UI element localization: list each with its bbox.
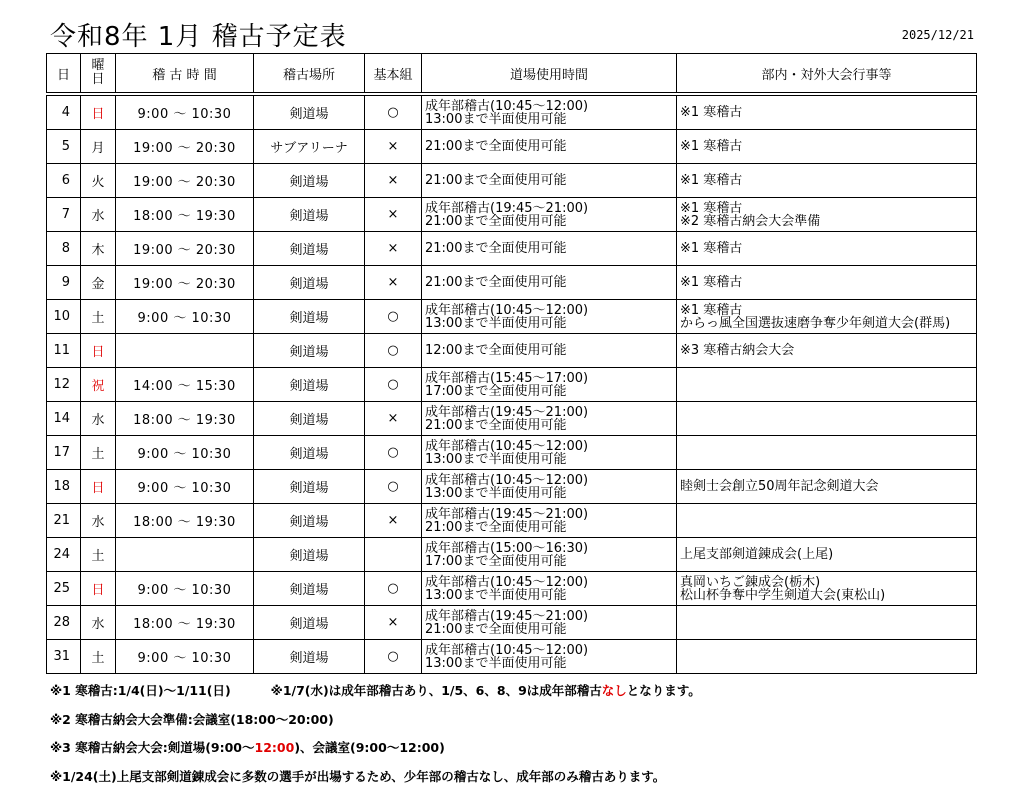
- cell-place: 剣道場: [254, 436, 365, 470]
- cell-venue-use-line2: 21:00まで全面使用可能: [425, 519, 567, 535]
- cell-weekday: 水: [81, 606, 116, 640]
- table-row: [47, 470, 977, 504]
- header-weekday-line1: 曜: [91, 58, 105, 73]
- cell-place: 剣道場: [254, 640, 365, 674]
- cell-venue-use: [422, 94, 677, 130]
- cell-time: 9:00 〜 10:30: [116, 300, 254, 334]
- cell-venue-use-line1: 成年部稽古(19:45〜21:00): [425, 200, 589, 216]
- cell-events: [677, 572, 977, 606]
- header-weekday-line2: 日: [91, 72, 105, 87]
- cell-venue-use: [422, 300, 677, 334]
- note-1-detail: ※1/7(水)は成年部稽古あり、1/5、6、8、9は成年部稽古: [270, 683, 602, 698]
- table-row: [47, 436, 977, 470]
- cell-venue-use-line1: 成年部稽古(10:45〜12:00): [425, 302, 589, 318]
- cell-time: 18:00 〜 19:30: [116, 606, 254, 640]
- cell-basic: ×: [365, 266, 422, 300]
- note-1-highlight: なし: [601, 683, 627, 698]
- cell-weekday: 火: [81, 164, 116, 198]
- table-row: [47, 266, 977, 300]
- cell-venue-use-line1: 成年部稽古(10:45〜12:00): [425, 472, 589, 488]
- cell-venue-use-line2: 17:00まで全面使用可能: [425, 553, 567, 569]
- cell-place: 剣道場: [254, 606, 365, 640]
- cell-venue-use-line1: 成年部稽古(19:45〜21:00): [425, 506, 589, 522]
- cell-venue-use-line1: 成年部稽古(15:00〜16:30): [425, 540, 589, 556]
- table-row: [47, 334, 977, 368]
- cell-basic: ×: [365, 198, 422, 232]
- cell-events: [677, 470, 977, 504]
- table-row: [47, 640, 977, 674]
- cell-day: 7: [47, 198, 81, 232]
- cell-place: 剣道場: [254, 402, 365, 436]
- cell-venue-use-line2: 13:00まで半面使用可能: [425, 587, 567, 603]
- cell-events-line1: ※1 寒稽古: [680, 241, 743, 256]
- cell-venue-use-line2: 13:00まで半面使用可能: [425, 485, 567, 501]
- cell-venue-use-line2: 21:00まで全面使用可能: [425, 213, 567, 229]
- cell-weekday: 月: [81, 130, 116, 164]
- cell-venue-use: [422, 572, 677, 606]
- header-basic: 基本組: [365, 54, 422, 95]
- cell-day: 24: [47, 538, 81, 572]
- cell-events-line1: ※3 寒稽古納会大会: [680, 343, 795, 358]
- cell-basic: ○: [365, 300, 422, 334]
- table-row: [47, 198, 977, 232]
- cell-events: [677, 538, 977, 572]
- cell-time: 19:00 〜 20:30: [116, 130, 254, 164]
- cell-weekday: 土: [81, 436, 116, 470]
- cell-venue-use-line1: 成年部稽古(10:45〜12:00): [425, 98, 589, 114]
- cell-basic: ○: [365, 334, 422, 368]
- cell-venue-use-line2: 13:00まで半面使用可能: [425, 451, 567, 467]
- cell-basic: ×: [365, 504, 422, 538]
- page-title: 令和8年 1月 稽古予定表: [50, 22, 347, 52]
- cell-basic: ×: [365, 164, 422, 198]
- cell-basic: ×: [365, 606, 422, 640]
- cell-basic: ○: [365, 640, 422, 674]
- cell-day: 14: [47, 402, 81, 436]
- cell-weekday: 日: [81, 470, 116, 504]
- cell-place: サブアリーナ: [254, 130, 365, 164]
- note-3-end: )、会議室(9:00〜12:00): [294, 740, 445, 755]
- cell-events: [677, 300, 977, 334]
- cell-events-line1: ※1 寒稽古: [680, 302, 743, 318]
- cell-time: [116, 334, 254, 368]
- cell-events-line1: ※1 寒稽古: [680, 200, 743, 216]
- cell-time: 9:00 〜 10:30: [116, 640, 254, 674]
- cell-venue-use: [422, 368, 677, 402]
- cell-time: 19:00 〜 20:30: [116, 164, 254, 198]
- header-day: 日: [47, 54, 81, 95]
- cell-day: 6: [47, 164, 81, 198]
- header-time: 稽 古 時 間: [116, 54, 254, 95]
- cell-day: 21: [47, 504, 81, 538]
- cell-venue-use-line1: 成年部稽古(10:45〜12:00): [425, 642, 589, 658]
- cell-events: [677, 198, 977, 232]
- cell-basic: ○: [365, 572, 422, 606]
- cell-basic: ○: [365, 368, 422, 402]
- cell-weekday: 土: [81, 640, 116, 674]
- note-3: [50, 738, 445, 756]
- cell-day: 8: [47, 232, 81, 266]
- header-row: [47, 54, 977, 95]
- cell-venue-use: [422, 504, 677, 538]
- cell-venue-use: [422, 334, 677, 368]
- cell-venue-use-line1: 成年部稽古(10:45〜12:00): [425, 438, 589, 454]
- cell-events: [677, 606, 977, 640]
- table-row: [47, 538, 977, 572]
- cell-time: 14:00 〜 15:30: [116, 368, 254, 402]
- cell-venue-use: [422, 436, 677, 470]
- table-row: [47, 232, 977, 266]
- cell-events-line2: 松山杯争奪中学生剣道大会(東松山): [680, 587, 886, 603]
- cell-events-line1: 上尾支部剣道錬成会(上尾): [680, 547, 834, 562]
- note-1-period: ※1 寒稽古:1/4(日)〜1/11(日): [50, 683, 231, 698]
- note-1-tail: となります。: [626, 683, 701, 698]
- cell-events: [677, 266, 977, 300]
- cell-events: [677, 164, 977, 198]
- table-row: [47, 130, 977, 164]
- schedule-table: [46, 53, 977, 674]
- cell-day: 28: [47, 606, 81, 640]
- cell-events: [677, 640, 977, 674]
- cell-basic: ×: [365, 232, 422, 266]
- cell-weekday: 水: [81, 402, 116, 436]
- cell-place: 剣道場: [254, 334, 365, 368]
- cell-place: 剣道場: [254, 94, 365, 130]
- cell-venue-use-line1: 21:00まで全面使用可能: [425, 173, 567, 188]
- table-row: [47, 164, 977, 198]
- cell-events: [677, 402, 977, 436]
- cell-time: 18:00 〜 19:30: [116, 402, 254, 436]
- cell-events-line1: 睦剣士会創立50周年記念剣道大会: [680, 479, 879, 494]
- cell-venue-use-line2: 21:00まで全面使用可能: [425, 417, 567, 433]
- table-row: [47, 300, 977, 334]
- issue-date: 2025/12/21: [901, 28, 974, 42]
- cell-place: 剣道場: [254, 300, 365, 334]
- cell-events-line2: からっ風全国選抜速磨争奪少年剣道大会(群馬): [680, 315, 951, 331]
- cell-place: 剣道場: [254, 164, 365, 198]
- cell-venue-use: [422, 640, 677, 674]
- note-3-highlight: 12:00: [254, 740, 295, 755]
- cell-weekday: 木: [81, 232, 116, 266]
- header-venue-use: 道場使用時間: [422, 54, 677, 95]
- cell-venue-use: [422, 130, 677, 164]
- cell-time: [116, 538, 254, 572]
- cell-venue-use-line2: 21:00まで全面使用可能: [425, 621, 567, 637]
- table-row: [47, 368, 977, 402]
- note-4: ※1/24(土)上尾支部剣道錬成会に多数の選手が出場するため、少年部の稽古なし、成年部のみ稽古あります。: [50, 769, 666, 784]
- cell-basic: ×: [365, 402, 422, 436]
- cell-day: 31: [47, 640, 81, 674]
- cell-events-line1: ※1 寒稽古: [680, 173, 743, 188]
- cell-venue-use-line1: 21:00まで全面使用可能: [425, 241, 567, 256]
- cell-place: 剣道場: [254, 572, 365, 606]
- cell-weekday: 水: [81, 504, 116, 538]
- cell-venue-use-line1: 21:00まで全面使用可能: [425, 275, 567, 290]
- cell-time: 9:00 〜 10:30: [116, 572, 254, 606]
- cell-place: 剣道場: [254, 198, 365, 232]
- table-row: [47, 504, 977, 538]
- table-row: [47, 402, 977, 436]
- cell-time: 18:00 〜 19:30: [116, 198, 254, 232]
- cell-weekday: 金: [81, 266, 116, 300]
- cell-place: 剣道場: [254, 538, 365, 572]
- cell-events-line1: ※1 寒稽古: [680, 139, 743, 154]
- cell-venue-use-line1: 12:00まで全面使用可能: [425, 343, 567, 358]
- cell-place: 剣道場: [254, 368, 365, 402]
- cell-venue-use-line1: 成年部稽古(19:45〜21:00): [425, 608, 589, 624]
- cell-day: 5: [47, 130, 81, 164]
- cell-weekday: 水: [81, 198, 116, 232]
- cell-weekday: 日: [81, 334, 116, 368]
- cell-venue-use: [422, 232, 677, 266]
- table-row: [47, 572, 977, 606]
- cell-day: 4: [47, 94, 81, 130]
- cell-time: 19:00 〜 20:30: [116, 266, 254, 300]
- header-events: 部内・対外大会行事等: [677, 54, 977, 95]
- cell-day: 17: [47, 436, 81, 470]
- cell-time: 19:00 〜 20:30: [116, 232, 254, 266]
- cell-events: [677, 232, 977, 266]
- cell-time: 9:00 〜 10:30: [116, 470, 254, 504]
- cell-venue-use: [422, 402, 677, 436]
- cell-events: [677, 368, 977, 402]
- cell-place: 剣道場: [254, 266, 365, 300]
- cell-day: 12: [47, 368, 81, 402]
- cell-events: [677, 436, 977, 470]
- cell-venue-use-line2: 17:00まで全面使用可能: [425, 383, 567, 399]
- cell-events: [677, 504, 977, 538]
- cell-basic: [365, 538, 422, 572]
- cell-weekday: 日: [81, 572, 116, 606]
- note-1: [50, 681, 701, 699]
- cell-events-line2: ※2 寒稽古納会大会準備: [680, 213, 821, 229]
- cell-day: 25: [47, 572, 81, 606]
- cell-place: 剣道場: [254, 232, 365, 266]
- cell-events-line1: ※1 寒稽古: [680, 275, 743, 290]
- cell-place: 剣道場: [254, 470, 365, 504]
- cell-day: 18: [47, 470, 81, 504]
- note-3-start: ※3 寒稽古納会大会:剣道場(9:00〜: [50, 740, 255, 755]
- cell-venue-use-line2: 13:00まで半面使用可能: [425, 655, 567, 671]
- cell-venue-use: [422, 470, 677, 504]
- cell-basic: ○: [365, 436, 422, 470]
- cell-events: [677, 94, 977, 130]
- cell-venue-use: [422, 266, 677, 300]
- cell-events-line1: 真岡いちご錬成会(栃木): [680, 574, 821, 590]
- cell-weekday: 日: [81, 94, 116, 130]
- cell-day: 10: [47, 300, 81, 334]
- table-row: [47, 606, 977, 640]
- header-place: 稽古場所: [254, 54, 365, 95]
- cell-venue-use-line2: 13:00まで半面使用可能: [425, 111, 567, 127]
- cell-weekday: 土: [81, 300, 116, 334]
- table-row: [47, 94, 977, 130]
- cell-venue-use-line1: 成年部稽古(19:45〜21:00): [425, 404, 589, 420]
- cell-weekday: 祝: [81, 368, 116, 402]
- cell-day: 11: [47, 334, 81, 368]
- cell-venue-use-line2: 13:00まで半面使用可能: [425, 315, 567, 331]
- cell-events: [677, 130, 977, 164]
- cell-venue-use: [422, 164, 677, 198]
- cell-basic: ○: [365, 470, 422, 504]
- cell-venue-use-line1: 成年部稽古(10:45〜12:00): [425, 574, 589, 590]
- note-2: ※2 寒稽古納会大会準備:会議室(18:00〜20:00): [50, 712, 334, 727]
- cell-basic: ○: [365, 94, 422, 130]
- cell-time: 18:00 〜 19:30: [116, 504, 254, 538]
- cell-venue-use: [422, 538, 677, 572]
- cell-venue-use: [422, 606, 677, 640]
- cell-events-line1: ※1 寒稽古: [680, 105, 743, 120]
- cell-weekday: 土: [81, 538, 116, 572]
- cell-place: 剣道場: [254, 504, 365, 538]
- cell-venue-use-line1: 21:00まで全面使用可能: [425, 139, 567, 154]
- header-weekday: [81, 54, 116, 95]
- cell-time: 9:00 〜 10:30: [116, 436, 254, 470]
- cell-basic: ×: [365, 130, 422, 164]
- cell-time: 9:00 〜 10:30: [116, 94, 254, 130]
- cell-venue-use: [422, 198, 677, 232]
- cell-venue-use-line1: 成年部稽古(15:45〜17:00): [425, 370, 589, 386]
- cell-day: 9: [47, 266, 81, 300]
- cell-events: [677, 334, 977, 368]
